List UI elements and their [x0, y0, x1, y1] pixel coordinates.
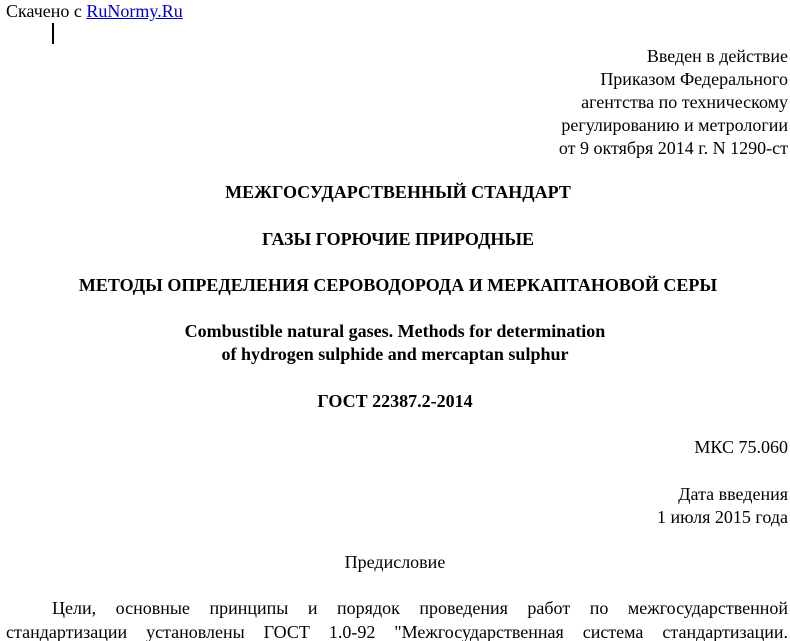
source-prefix: Скачено с — [6, 1, 82, 21]
standard-subtitle: МЕТОДЫ ОПРЕДЕЛЕНИЯ СЕРОВОДОРОДА И МЕРКАПТАНОВОЙ СЕРЫ — [78, 275, 718, 295]
text-cursor — [52, 23, 54, 44]
mks-code: МКС 75.060 — [694, 437, 788, 457]
standard-kind: МЕЖГОСУДАРСТВЕННЫЙ СТАНДАРТ — [225, 182, 571, 202]
english-title-line-1: Combustible natural gases. Methods for determination — [184, 321, 606, 341]
effective-date-value: 1 июля 2015 года — [657, 507, 788, 527]
enactment-line: Приказом Федерального — [600, 69, 788, 89]
preface-heading: Предисловие — [344, 552, 446, 572]
source-link[interactable]: RuNormy.Ru — [86, 1, 183, 21]
standard-title: ГАЗЫ ГОРЮЧИЕ ПРИРОДНЫЕ — [261, 229, 535, 249]
effective-date-label: Дата введения — [678, 484, 788, 504]
enactment-line: от 9 октября 2014 г. N 1290-ст — [558, 138, 788, 158]
enactment-block — [559, 45, 788, 160]
english-title-line-2: of hydrogen sulphide and mercaptan sulphur — [221, 344, 569, 364]
preface-paragraph: Цели, основные принципы и порядок проведения работ по межгосударственной стандартизации установлены ГОСТ 1.0-92 "Межгосударственная система стандартизации. — [6, 598, 788, 641]
effective-date-block — [657, 483, 788, 529]
enactment-line: агентства по техническому — [581, 92, 788, 112]
source-line — [6, 1, 183, 22]
enactment-line: Введен в действие — [646, 46, 788, 66]
enactment-line: регулированию и метрологии — [561, 115, 788, 135]
gost-number: ГОСТ 22387.2-2014 — [317, 391, 473, 411]
